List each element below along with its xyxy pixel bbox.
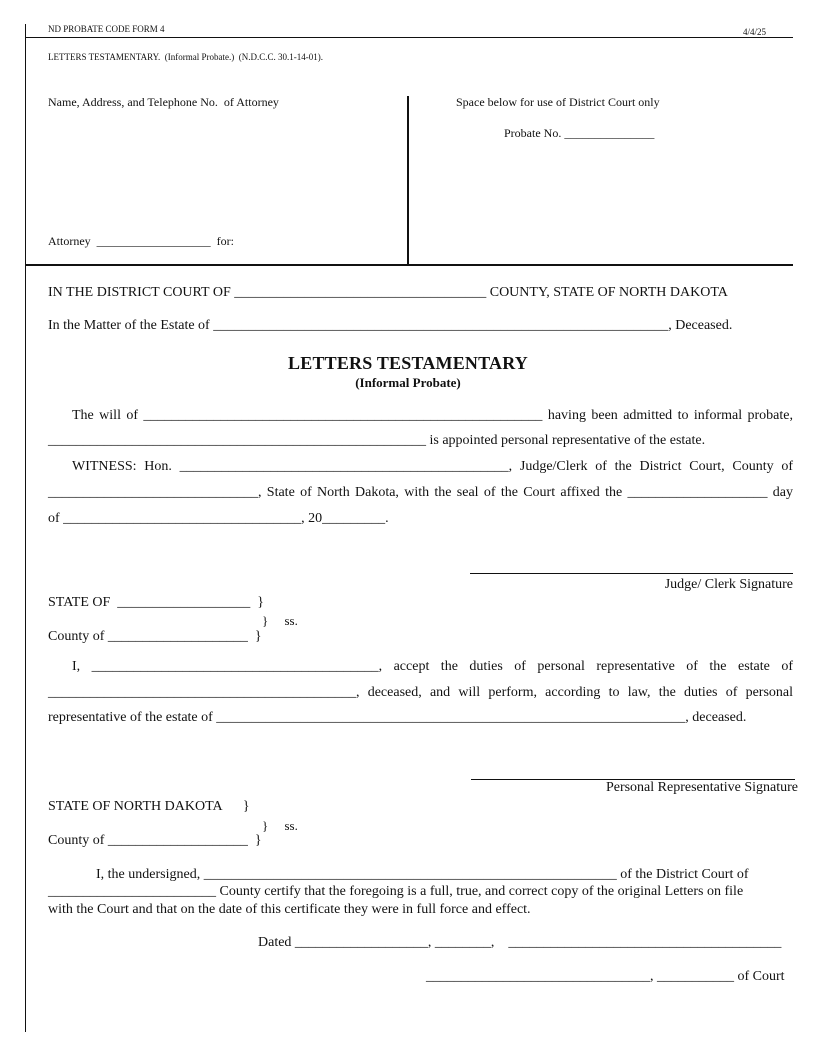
letters-line-1[interactable]: The will of _________________________________________________________ having been admitted to informal probate,	[72, 408, 793, 423]
acceptance-line-2[interactable]: ____________________________________________, deceased, and will perform, according to law, the duties of personal	[48, 685, 793, 700]
box-divider	[407, 96, 409, 266]
certificate-line-1[interactable]: I, the undersigned, ___________________________________________________________ of the District Court of	[96, 867, 749, 882]
caption-top-rule	[25, 264, 793, 266]
venue1-state[interactable]: STATE OF ___________________ }	[48, 595, 264, 610]
form-name: ND PROBATE CODE FORM 4	[48, 24, 165, 34]
form-date: 4/4/25	[743, 27, 767, 37]
matter-line[interactable]: In the Matter of the Estate of _________________________________________________________________, Deceased.	[48, 318, 733, 333]
venue1-ss: } ss.	[262, 613, 298, 628]
court-box-label: Space below for use of District Court only	[456, 95, 660, 109]
left-margin-rule	[25, 24, 26, 1032]
pr-signature-label: Personal Representative Signature	[605, 780, 798, 795]
certificate-dated[interactable]: Dated ___________________, ________, _______________________________________	[258, 935, 782, 950]
letters-line-3[interactable]: WITNESS: Hon. _______________________________________________, Judge/Clerk of the District Court, County of	[72, 459, 793, 474]
attorney-box-label: Name, Address, and Telephone No. of Attorney	[48, 95, 279, 109]
venue2-ss: } ss.	[262, 818, 298, 833]
judge-signature-line	[470, 573, 793, 574]
form-citation: LETTERS TESTAMENTARY. (Informal Probate.) (N.D.C.C. 30.1-14-01).	[48, 52, 323, 62]
venue2-county[interactable]: County of ____________________ }	[48, 833, 262, 848]
acceptance-line-3[interactable]: representative of the estate of ___________________________________________________________________, deceased.	[48, 710, 747, 725]
venue2-state: STATE OF NORTH DAKOTA }	[48, 799, 250, 814]
certificate-line-2[interactable]: ________________________ County certify that the foregoing is a full, true, and correct copy of the original Letters on file	[48, 884, 744, 899]
letters-line-2[interactable]: ______________________________________________________ is appointed personal representative of the estate.	[48, 433, 706, 448]
certificate-of-court[interactable]: ________________________________, ___________ of Court	[426, 969, 785, 984]
attorney-line[interactable]: Attorney ___________________ for:	[48, 234, 234, 248]
court-line[interactable]: IN THE DISTRICT COURT OF ____________________________________ COUNTY, STATE OF NORTH DAKOTA	[48, 285, 728, 300]
letters-line-5[interactable]: of __________________________________, 20_________.	[48, 511, 389, 526]
page-title: LETTERS TESTAMENTARY	[288, 353, 528, 373]
letters-line-4[interactable]: ______________________________, State of North Dakota, with the seal of the Court affixed the ____________________ day	[48, 485, 793, 500]
venue1-county[interactable]: County of ____________________ }	[48, 629, 262, 644]
certificate-line-3: with the Court and that on the date of this certificate they were in full force and effect.	[48, 902, 531, 917]
judge-signature-label: Judge/ Clerk Signature	[664, 577, 793, 592]
probate-number[interactable]: Probate No. _______________	[504, 126, 655, 140]
acceptance-line-1[interactable]: I, _________________________________________, accept the duties of personal representative of the estate of	[72, 659, 793, 674]
header-rule	[25, 37, 793, 38]
page-subtitle: (Informal Probate)	[355, 375, 461, 390]
